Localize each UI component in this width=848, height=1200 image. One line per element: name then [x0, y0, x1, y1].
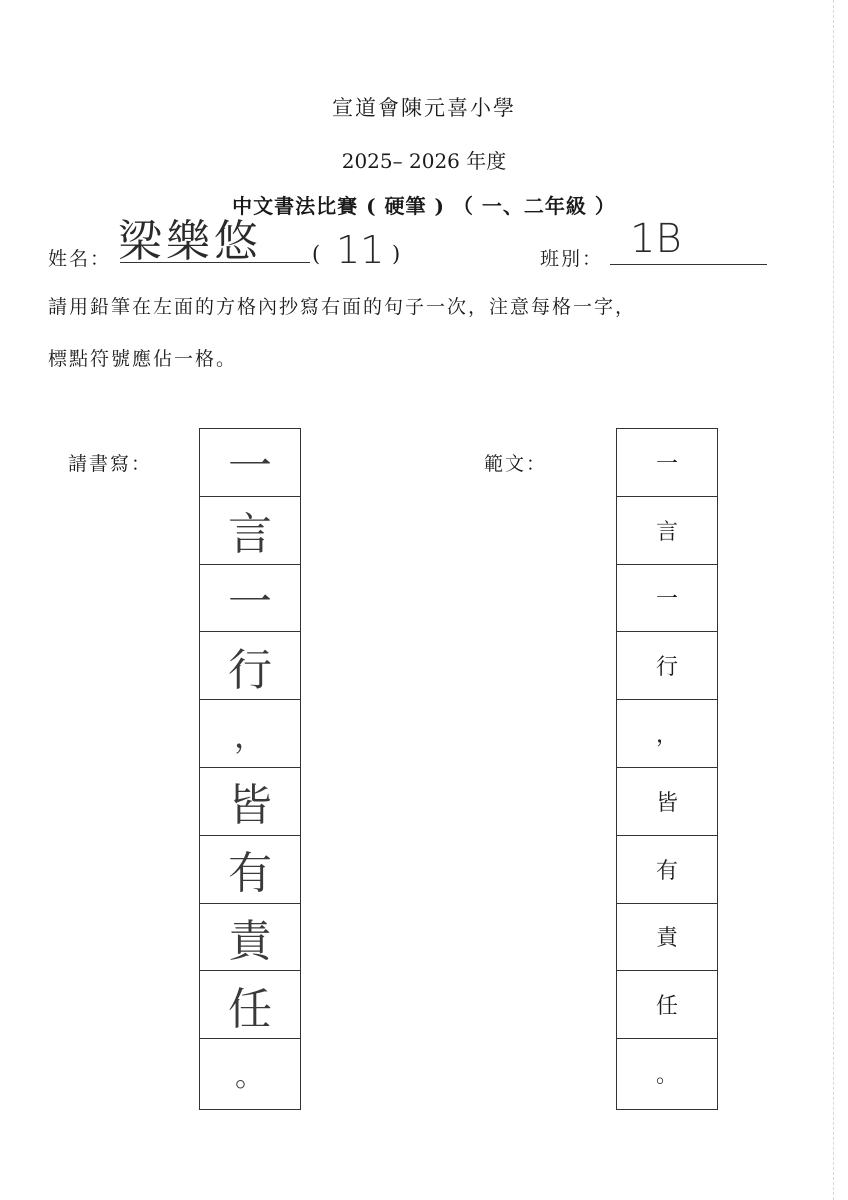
writing-grid [199, 428, 301, 1110]
model-cell: 有 [617, 836, 717, 904]
model-cell: 言 [617, 497, 717, 565]
name-underline [120, 262, 310, 263]
writing-cell[interactable]: 皆 [200, 768, 300, 836]
model-cell: 一 [617, 565, 717, 633]
name-value: 梁樂悠 [118, 216, 262, 267]
model-label: 範文： [484, 453, 548, 475]
class-label: 班別： [540, 248, 604, 270]
writing-cell[interactable]: 一 [200, 565, 300, 633]
instruction-line-1: 請用鉛筆在左面的方格內抄寫右面的句子一次，注意每格一字， [48, 296, 637, 318]
writing-cell[interactable]: 任 [200, 971, 300, 1039]
model-cell: 皆 [617, 768, 717, 836]
name-label: 姓名： [48, 248, 112, 270]
model-cell: 任 [617, 971, 717, 1039]
writing-cell[interactable]: 言 [200, 497, 300, 565]
writing-cell[interactable]: 行 [200, 632, 300, 700]
writing-cell[interactable]: ， [200, 700, 300, 768]
model-cell: 責 [617, 904, 717, 972]
model-cell: 行 [617, 632, 717, 700]
school-name: 宣道會陳元喜小學 [332, 96, 516, 120]
writing-cell[interactable]: 有 [200, 836, 300, 904]
model-grid [616, 428, 718, 1110]
writing-cell[interactable]: 一 [200, 429, 300, 497]
model-cell: 。 [655, 1062, 678, 1088]
writing-cell[interactable]: 責 [200, 904, 300, 972]
writing-cell[interactable]: 。 [235, 1059, 265, 1095]
scan-edge [833, 0, 834, 1200]
number-value: 11 [336, 228, 385, 272]
writing-label: 請書寫： [68, 453, 153, 475]
competition-title: 中文書法比賽 ( 硬筆 ) （ 一、二年級 ） [232, 194, 616, 218]
model-cell: 一 [617, 429, 717, 497]
model-cell: ， [617, 700, 717, 768]
class-value: 1B [630, 216, 682, 262]
number-open-paren: ( [312, 242, 321, 266]
instruction-line-2: 標點符號應佔一格。 [48, 348, 238, 370]
school-year: 2025– 2026 年度 [341, 149, 507, 173]
number-close-paren: ) [392, 242, 401, 266]
class-underline [610, 264, 767, 265]
